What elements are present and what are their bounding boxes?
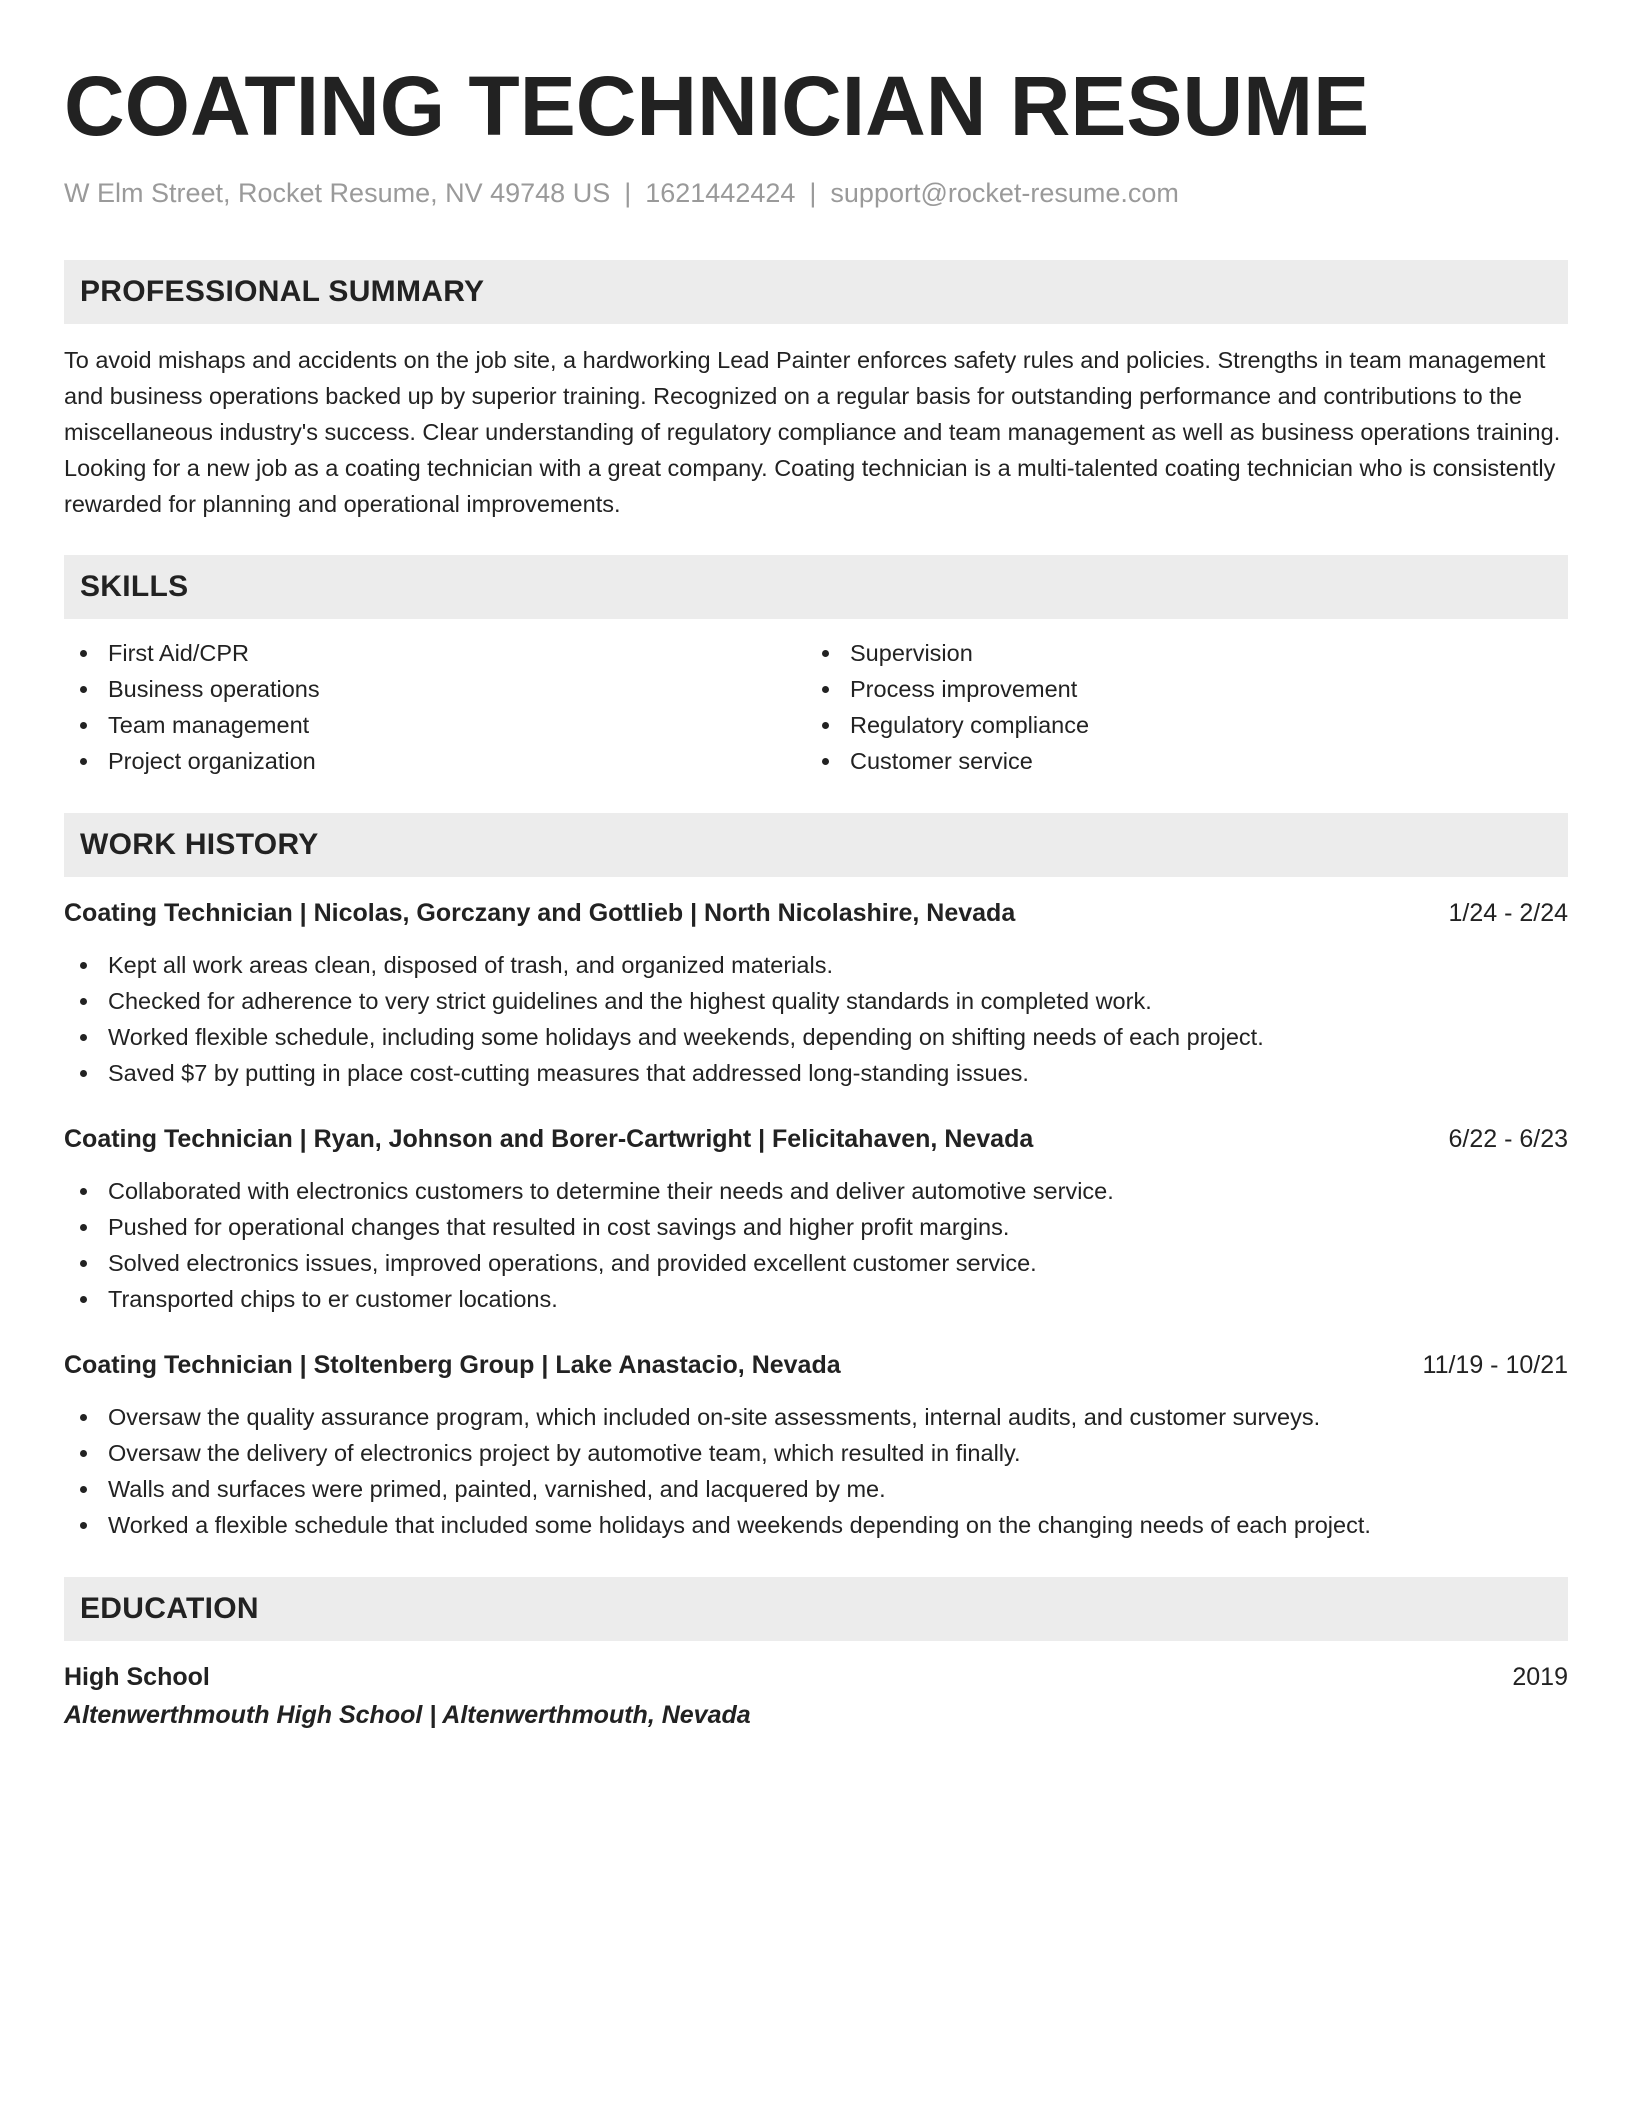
job-bullet: Collaborated with electronics customers to determine their needs and deliver automotive service. [64,1173,1568,1209]
job-bullet: Walls and surfaces were primed, painted, varnished, and lacquered by me. [64,1471,1568,1507]
job-bullet: Kept all work areas clean, disposed of trash, and organized materials. [64,947,1568,983]
skill-item: Team management [64,707,806,743]
resume-page [64,0,1568,1733]
section-heading-summary: PROFESSIONAL SUMMARY [64,260,1568,324]
job-bullets [64,947,1568,1091]
section-heading-education: EDUCATION [64,1577,1568,1641]
job-dates: 11/19 - 10/21 [1422,1351,1568,1379]
job-bullet: Oversaw the delivery of electronics project by automotive team, which resulted in finally. [64,1435,1568,1471]
resume-title: COATING TECHNICIAN RESUME [64,59,1370,153]
job-bullet: Solved electronics issues, improved operations, and provided excellent customer service. [64,1245,1568,1281]
skill-item: Project organization [64,743,806,779]
job-bullets [64,1399,1568,1543]
skill-item: Customer service [806,743,1548,779]
job-entry [64,895,1568,1091]
skill-item: Regulatory compliance [806,707,1548,743]
skill-item: Process improvement [806,671,1548,707]
contact-separator: | [624,178,632,208]
skills-column-left [64,635,806,779]
section-heading-work-history: WORK HISTORY [64,813,1568,877]
job-dates: 1/24 - 2/24 [1448,899,1568,927]
skill-item: Business operations [64,671,806,707]
contact-phone: 1621442424 [645,178,796,208]
contact-address: W Elm Street, Rocket Resume, NV 49748 US [64,178,611,208]
education-degree: High School [64,1663,210,1691]
contact-email: support@rocket-resume.com [830,178,1179,208]
education-year: 2019 [1512,1663,1568,1691]
job-entry [64,1121,1568,1317]
job-bullet: Worked a flexible schedule that included some holidays and weekends depending on the changing needs of each project. [64,1507,1568,1543]
skills-column-right [806,635,1548,779]
education-entry [64,1659,1568,1733]
job-bullet: Checked for adherence to very strict guidelines and the highest quality standards in completed work. [64,983,1568,1019]
job-title: Coating Technician | Ryan, Johnson and Borer-Cartwright | Felicitahaven, Nevada [64,1125,1034,1153]
job-header [64,1121,1568,1157]
education-school: Altenwerthmouth High School | Altenwerthmouth, Nevada [64,1701,751,1729]
job-bullet: Oversaw the quality assurance program, which included on-site assessments, internal audits, and customer surveys. [64,1399,1568,1435]
contact-separator: | [809,178,817,208]
skills-list [64,635,1568,779]
job-title: Coating Technician | Stoltenberg Group | Lake Anastacio, Nevada [64,1351,841,1379]
education-header [64,1659,1568,1695]
skill-item: First Aid/CPR [64,635,806,671]
job-bullet: Worked flexible schedule, including some holidays and weekends, depending on shifting needs of each project. [64,1019,1568,1055]
job-title: Coating Technician | Nicolas, Gorczany and Gottlieb | North Nicolashire, Nevada [64,899,1016,927]
job-bullet: Pushed for operational changes that resulted in cost savings and higher profit margins. [64,1209,1568,1245]
job-dates: 6/22 - 6/23 [1448,1125,1568,1153]
job-bullets [64,1173,1568,1317]
job-bullet: Saved $7 by putting in place cost-cutting measures that addressed long-standing issues. [64,1055,1568,1091]
job-header [64,895,1568,931]
job-entry [64,1347,1568,1543]
section-heading-skills: SKILLS [64,555,1568,619]
skill-item: Supervision [806,635,1548,671]
summary-text: To avoid mishaps and accidents on the job site, a hardworking Lead Painter enforces safety rules and policies. Strengths in team management and business operations backed up by superior training. Recognized on a regular basis for outstanding performance and contributions to the miscellaneous industry's success. Clear understanding of regulatory compliance and team management as well as business operations training. Looking for a new job as a coating technician with a great company. Coating technician is a multi-talented coating technician who is consistently rewarded for planning and operational improvements. [64,347,1561,517]
job-bullet: Transported chips to er customer locations. [64,1281,1568,1317]
contact-line [64,176,1568,210]
job-header [64,1347,1568,1383]
